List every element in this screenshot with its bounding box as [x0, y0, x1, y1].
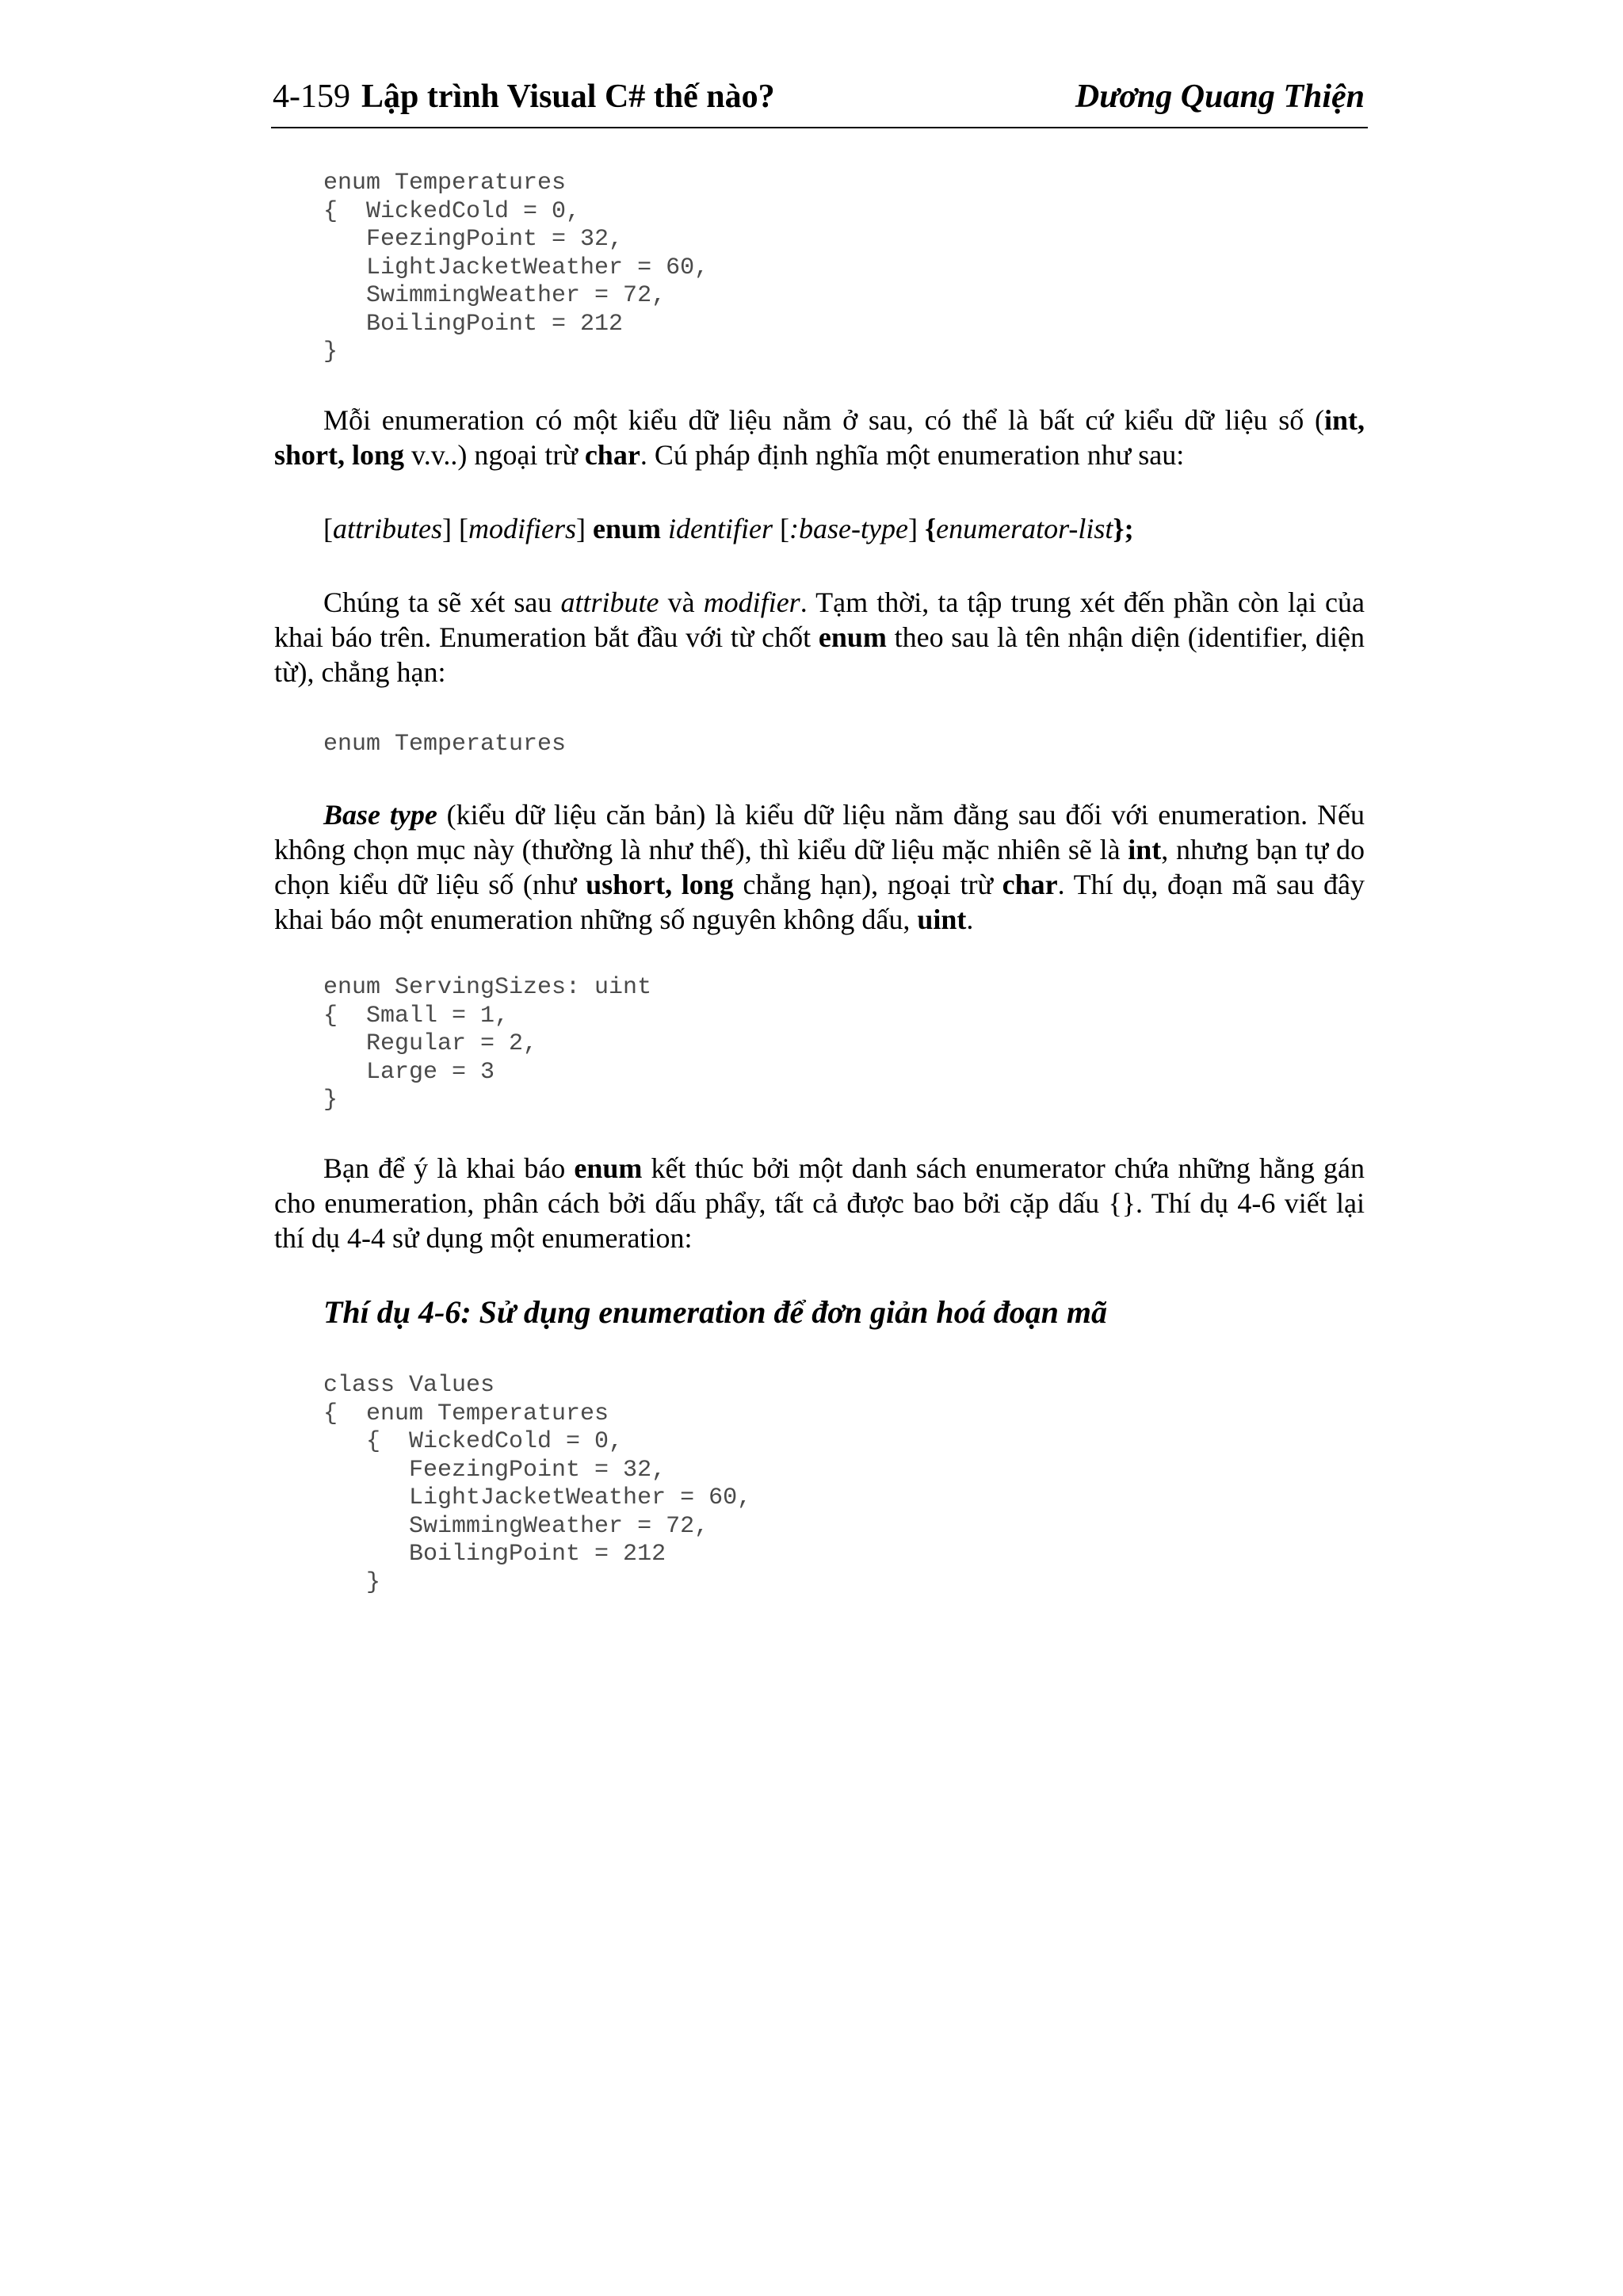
paragraph-1 [274, 403, 1365, 472]
code-block-4 [323, 1372, 751, 1597]
paragraph-text: . [966, 904, 974, 935]
paragraph-2 [274, 585, 1365, 690]
page-number: 4-159 [273, 78, 350, 115]
code-line: LightJacketWeather = 60, [323, 1484, 752, 1511]
code-line: { enum Temperatures [323, 1400, 609, 1427]
paragraph-bold: int [1128, 834, 1162, 865]
header-left [273, 78, 775, 116]
syntax-text: ] [907, 513, 925, 544]
paragraph-text: Bạn để ý là khai báo [323, 1152, 575, 1184]
code-block-1 [323, 170, 708, 367]
code-line: FeezingPoint = 32, [323, 1456, 666, 1484]
code-line: FeezingPoint = 32, [323, 226, 624, 253]
syntax-bold: { [924, 513, 937, 544]
code-block-3 [323, 974, 651, 1115]
paragraph-text: . Thí dụ, đoạn mã sau đây khai báo một enumeration những số nguyên không dấu, [274, 869, 1365, 935]
syntax-text: ] [ [442, 513, 468, 544]
paragraph-3 [274, 797, 1365, 937]
author-name: Dương Quang Thiện [1075, 78, 1365, 115]
code-line: enum Temperatures [323, 170, 567, 197]
code-line: { Small = 1, [323, 1002, 510, 1030]
code-line: LightJacketWeather = 60, [323, 254, 709, 281]
paragraph-text: Mỗi enumeration có một kiểu dữ liệu nằm ở sau, có thể là bất cứ kiểu dữ liệu số ( [323, 404, 1324, 436]
code-line: enum ServingSizes: uint [323, 974, 652, 1001]
code-line: { WickedCold = 0, [323, 1428, 624, 1455]
syntax-italic: attributes [333, 513, 443, 544]
example-heading: Thí dụ 4-6: Sử dụng enumeration để đơn giản hoá đoạn mã [323, 1294, 1107, 1330]
paragraph-text: Chúng ta sẽ xét sau [323, 586, 561, 618]
syntax-text: [ [323, 513, 333, 544]
syntax-italic: identifier [668, 513, 773, 544]
paragraph-bold: uint [917, 904, 967, 935]
paragraph-bold: char [584, 439, 640, 471]
code-line: BoilingPoint = 212 [323, 1541, 666, 1568]
code-line: } [323, 338, 338, 365]
code-line: SwimmingWeather = 72, [323, 282, 666, 309]
paragraph-text: (kiểu dữ liệu căn bản) là kiểu dữ liệu nằm đằng sau đối với enumeration. Nếu không chọn mục này (thường là như thế), thì kiểu dữ liệu mặc nhiên sẽ là [274, 799, 1365, 865]
code-line: SwimmingWeather = 72, [323, 1512, 709, 1540]
paragraph-text: và [659, 586, 704, 618]
paragraph-text: . Tạm thời, ta tập trung xét đến phần còn lại của khai báo trên. Enumeration bắt đầu với từ chốt [274, 586, 1365, 653]
paragraph-bold: char [1002, 869, 1058, 900]
syntax-text: [ [773, 513, 790, 544]
code-line: Regular = 2, [323, 1030, 538, 1057]
paragraph-text: . Cú pháp định nghĩa một enumeration như sau: [640, 439, 1185, 471]
code-line: class Values [323, 1372, 495, 1399]
paragraph-bold: enum [818, 621, 887, 653]
syntax-bold: }; [1113, 513, 1134, 544]
code-line: } [323, 1568, 381, 1596]
code-line: } [323, 1087, 338, 1114]
page-header [271, 76, 1368, 128]
book-title: Lập trình Visual C# thế nào? [361, 78, 775, 115]
syntax-italic: enumerator-list [936, 513, 1113, 544]
paragraph-bold: ushort, long [586, 869, 734, 900]
syntax-text [661, 513, 668, 544]
syntax-bold: enum [593, 513, 662, 544]
paragraph-italic: modifier [703, 586, 800, 618]
paragraph-bold-italic: Base type [323, 799, 437, 831]
syntax-italic: :base-type [789, 513, 908, 544]
paragraph-italic: attribute [560, 586, 659, 618]
paragraph-text: , nhưng bạn tự do chọn kiểu dữ liệu số (như [274, 834, 1365, 900]
syntax-text: ] [576, 513, 594, 544]
paragraph-text: theo sau là tên nhận diện (identifier, diện từ), chẳng hạn: [274, 621, 1365, 688]
paragraph-4 [274, 1151, 1365, 1255]
paragraph-text: v.v..) ngoại trừ [404, 439, 585, 471]
syntax-italic: modifiers [468, 513, 577, 544]
code-line: enum Temperatures [323, 731, 567, 758]
code-block-2 [323, 731, 566, 759]
code-line: BoilingPoint = 212 [323, 310, 624, 338]
paragraph-bold: int, short, long [274, 404, 1365, 471]
code-line: Large = 3 [323, 1058, 495, 1086]
enum-syntax-line [323, 511, 1134, 546]
code-line: { WickedCold = 0, [323, 197, 581, 225]
paragraph-bold: enum [574, 1152, 643, 1184]
paragraph-text: kết thúc bởi một danh sách enumerator chứa những hằng gán cho enumeration, phân cách bởi dấu phẩy, tất cả được bao bởi cặp dấu {}. Thí dụ 4-6 viết lại thí dụ 4-4 sử dụng một enumeration: [274, 1152, 1365, 1254]
paragraph-text: chẳng hạn), ngoại trừ [733, 869, 1002, 900]
